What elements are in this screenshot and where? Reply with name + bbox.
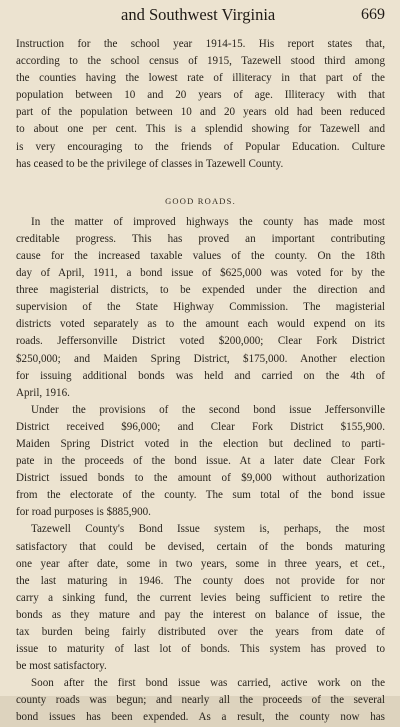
text-line: for road purposes is $885,900. [16, 506, 151, 519]
paragraph-highways [16, 214, 385, 402]
text-line: be most satisfactory. [16, 660, 107, 673]
text-line: the counties having the lowest rate of illiteracy in that part of the [16, 72, 385, 85]
text-line: supervision of the State Highway Commission. The magisterial [16, 301, 385, 314]
page-header [15, 3, 385, 27]
text-line: creditable progress. This has proved an important contributing [16, 232, 385, 245]
text-line: Tazewell County's Bond Issue system is, perhaps, the most [31, 523, 385, 536]
running-head-title: and Southwest Virginia [121, 5, 276, 24]
text-line: according to the school census of 1915, Tazewell stood third among [16, 55, 385, 68]
text-line: Instruction for the school year 1914-15. His report states that, [16, 38, 385, 50]
text-line: tax burden being fairly distributed over the years from date of [16, 626, 385, 638]
text-line: April, 1916. [16, 386, 70, 399]
page-body [16, 36, 385, 727]
text-line: the last maturing in 1946. The county does not provide for nor [16, 574, 385, 587]
paragraph-bond-system [16, 521, 385, 675]
text-line: District issued bonds to the amount of $9,000 without authorization [16, 472, 385, 485]
text-line: carry a sinking fund, the current levies being sufficient to retire the [16, 591, 385, 604]
text-line: In the matter of improved highways the county has made most [31, 215, 385, 228]
text-line: districts voted separately as to the amount each would expend on its [16, 318, 385, 331]
paragraph-illiteracy [16, 36, 385, 173]
text-line: bonds as they mature and pay the interest on balance of issue, the [16, 608, 385, 621]
text-line: part of the population between 10 and 20 years old had been reduced [16, 106, 385, 119]
text-line: cause for the increased taxable values of the county. On the 18th [16, 249, 385, 262]
paragraph-bond-provisions [16, 402, 385, 522]
text-line: has ceased to be the privilege of classes in Tazewell County. [16, 157, 284, 170]
text-line: Soon after the first bond issue was carried, active work on the [31, 677, 385, 690]
text-line: bond issues has been expended. As a result, the county now has [16, 711, 385, 724]
text-line: three magisterial districts, to be expended under the direction and [16, 284, 385, 297]
text-line: to about one per cent. This is a splendid showing for Tazewell and [16, 123, 385, 136]
text-line: population between 10 and 20 years of age. Illiteracy with that [16, 89, 385, 102]
text-line: Maiden Spring District voted in the election but declined to parti- [16, 437, 385, 450]
text-line: roads. Jeffersonville District voted $200,000; Clear Fork District [16, 335, 385, 348]
text-line: Under the provisions of the second bond issue Jeffersonville [31, 403, 385, 416]
section-heading-good-roads: GOOD ROADS. [165, 195, 236, 206]
text-line: is very encouraging to the friends of Popular Education. Culture [16, 140, 385, 153]
text-line: day of April, 1911, a bond issue of $625,000 was voted for by the [16, 267, 385, 280]
text-line: county roads was begun; and nearly all the proceeds of the several [16, 694, 385, 707]
text-line: from the electorate of the county. The sum total of the bond issue [16, 489, 385, 502]
text-line: for issuing additional bonds was held and carried on the 4th of [16, 369, 385, 382]
paragraph-road-work [16, 675, 385, 726]
text-line: pate in the proceeds of the bond issue. At a later date Clear Fork [16, 455, 385, 468]
text-line: one year after date, some in two years, some in three years, et cet., [16, 557, 385, 570]
text-line: satisfactory that could be devised, certain of the bonds maturing [16, 540, 385, 553]
text-line: $250,000; and Maiden Spring District, $175,000. Another election [16, 352, 385, 365]
text-line: District received $96,000; and Clear Fork District $155,900. [16, 420, 385, 433]
page-number: 669 [361, 6, 385, 23]
text-line: issue to maturity of last lot of bonds. This system has proved to [16, 643, 385, 656]
